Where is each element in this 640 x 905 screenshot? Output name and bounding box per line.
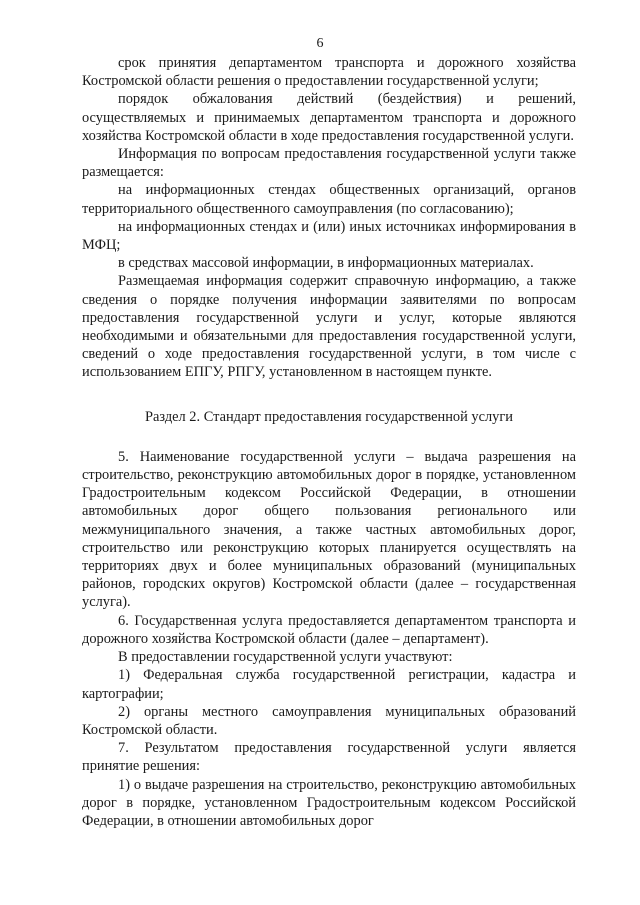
paragraph: 1) о выдаче разрешения на строительство, реконструкцию автомобильных дорог в порядке, установленном Градостроительным кодексом Российской Федерации, в отношении автомобильных дорог (82, 776, 576, 829)
paragraph: на информационных стендах и (или) иных источниках информирования в МФЦ; (82, 218, 576, 254)
paragraph: на информационных стендах общественных организаций, органов территориального общественного самоуправления (по согласованию); (82, 182, 576, 217)
paragraph: порядок обжалования действий (бездействия) и решений, осуществляемых и принимаемых департаментом транспорта и дорожного хозяйства Костромской области в ходе предоставления государственной услуги. (82, 91, 576, 144)
paragraph: срок принятия департаментом транспорта и дорожного хозяйства Костромской области решения о предоставлении государственной услуги; (82, 55, 576, 90)
paragraph: Размещаемая информация содержит справочную информацию, а также сведения о порядке получения информации заявителями по вопросам предоставления государственной услуги и услуг, которые являются необходимыми и обязательными для предоставления государственной услуги, сведений о ходе предоставления государственной услуги, в том числе с использованием ЕПГУ, РПГУ, установленном в настоящем пункте. (82, 273, 576, 381)
paragraph: 1) Федеральная служба государственной регистрации, кадастра и картографии; (82, 667, 576, 702)
page-number: 6 (316, 36, 324, 51)
paragraph: 7. Результатом предоставления государственной услуги является принятие решения: (82, 740, 576, 775)
paragraph: В предоставлении государственной услуги участвуют: (118, 649, 453, 666)
paragraph: 5. Наименование государственной услуги – выдача разрешения на строительство, реконструкцию автомобильных дорог в порядке, установленном Градостроительным кодексом Российской Федерации, в отношении автомобильных дорог общего пользования регионального или межмуниципального значения, а также частных автомобильных дорог, строительство или реконструкцию которых планируется осуществлять на территориях двух и более муниципальных образований (муниципальных районов, городских округов) Костромской области (далее – государственная услуга). (82, 448, 576, 611)
paragraph: Информация по вопросам предоставления государственной услуги также размещается: (82, 146, 576, 181)
paragraph: 6. Государственная услуга предоставляется департаментом транспорта и дорожного хозяйства Костромской области (далее – департамент). (82, 612, 576, 647)
paragraph: 2) органы местного самоуправления муниципальных образований Костромской области. (82, 703, 576, 738)
section-heading: Раздел 2. Стандарт предоставления государственной услуги (145, 408, 513, 425)
paragraph: в средствах массовой информации, в информационных материалах. (118, 255, 534, 272)
document-body (82, 54, 576, 830)
